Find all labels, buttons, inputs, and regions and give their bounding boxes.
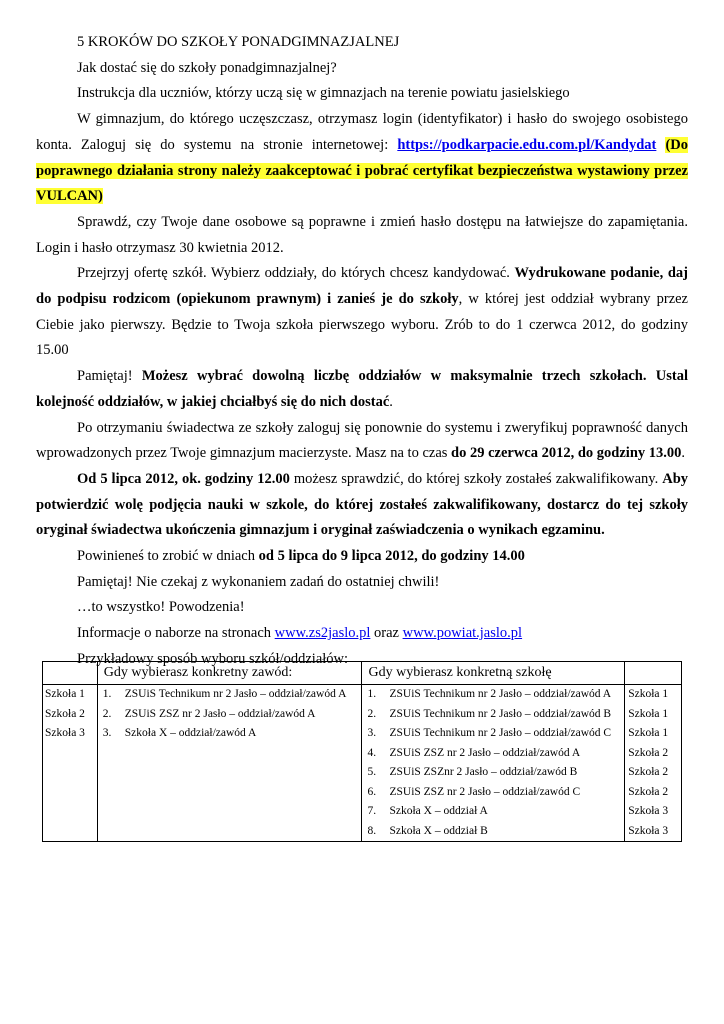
- remember-1-end: .: [389, 393, 393, 410]
- left-label: Szkoła 1: [45, 688, 85, 700]
- info-text: Informacje o naborze na stronach: [77, 625, 275, 642]
- school-selection-table: [42, 661, 682, 842]
- list-item: 5. ZSUiS ZSZnr 2 Jasło – oddział/zawód B: [367, 766, 578, 778]
- header-profession: Gdy wybierasz konkretny zawód:: [97, 662, 362, 685]
- deadline-text: Powinieneś to zrobić w dniach: [77, 548, 259, 565]
- step-3-rest: , w której jest oddział wybrany przez Ciebie jako pierwszy. Będzie to Twoja szkoła pierwszego wyboru. Zrób to do 1 czerwca 2012, do godziny 15.00: [36, 291, 688, 359]
- remember-1-label: Pamiętaj!: [77, 368, 142, 385]
- instruction: Instrukcja dla uczniów, którzy uczą się w gimnazjach na terenie powiatu jasielskiego: [77, 85, 570, 102]
- example-intro: Przykładowy sposób wyboru szkół/oddziałów:: [77, 650, 349, 667]
- profession-list-cell: [97, 685, 362, 842]
- header-empty-right: [625, 662, 682, 685]
- step-4-paragraph: [36, 416, 688, 467]
- list-item: 1. ZSUiS Technikum nr 2 Jasło – oddział/zawód A: [367, 688, 612, 700]
- header-empty-left: [43, 662, 98, 685]
- remember-1-bold: Możesz wybrać dowolną liczbę oddziałów w maksymalnie trzech szkołach. Ustal kolejność oddziałów, w jakiej chciałbyś się do nich dostać: [36, 368, 688, 410]
- right-labels-cell: [625, 685, 682, 842]
- step-5-bold: Aby potwierdzić wolę podjęcia nauki w szkole, do której zostałeś zakwalifikowany, dostarcz do tej szkoły oryginał świadectwa ukończenia gimnazjum i oryginał zaświadczenia o wynikach egzaminu.: [36, 470, 689, 539]
- step-1-paragraph: [36, 107, 688, 210]
- right-label: Szkoła 3: [628, 824, 669, 837]
- step-5-date: Od 5 lipca 2012, ok. godziny 12.00: [77, 470, 290, 487]
- step-1-text: W gimnazjum, do którego uczęszczasz, otrzymasz login (identyfikator) i hasło do swojego osobistego konta. Zaloguj się do systemu na stronie internetowej:: [36, 111, 688, 153]
- remember-2-paragraph: Pamiętaj! Nie czekaj z wykonaniem zadań do ostatniej chwili!: [77, 573, 440, 590]
- right-label: Szkoła 2: [628, 746, 669, 759]
- powiat-jaslo-link[interactable]: www.powiat.jaslo.pl: [402, 625, 523, 642]
- step-5-text: możesz sprawdzić, do której szkoły zostałeś zakwalifikowany.: [289, 470, 663, 487]
- step-4-deadline: do 29 czerwca 2012, do godziny 13.00: [451, 445, 682, 462]
- question: Jak dostać się do szkoły ponadgimnazjalnej?: [77, 59, 337, 76]
- info-conj: oraz: [370, 625, 403, 642]
- list-item: 6. ZSUiS ZSZ nr 2 Jasło – oddział/zawód C: [367, 785, 581, 798]
- list-item: 4. ZSUiS ZSZ nr 2 Jasło – oddział/zawód A: [367, 746, 581, 759]
- step-3-paragraph: [36, 261, 688, 364]
- step-5-paragraph: [36, 467, 688, 544]
- left-label: Szkoła 3: [45, 727, 85, 739]
- table-body-row: [43, 685, 682, 842]
- step-3-bold: Wydrukowane podanie, daj do podpisu rodzicom (opiekunom prawnym) i zanieś je do szkoły: [36, 265, 688, 308]
- info-paragraph: [36, 621, 688, 647]
- kandydat-link[interactable]: https://podkarpacie.edu.com.pl/Kandydat: [397, 136, 657, 153]
- list-item: 7. Szkoła X – oddział A: [367, 805, 488, 817]
- list-item: 3. ZSUiS Technikum nr 2 Jasło – oddział/zawód C: [367, 727, 612, 739]
- right-label: Szkoła 3: [628, 805, 669, 817]
- deadline-dates: od 5 lipca do 9 lipca 2012, do godziny 14.00: [258, 548, 525, 565]
- right-label: Szkoła 1: [628, 688, 669, 700]
- list-item: 2. ZSUiS ZSZ nr 2 Jasło – oddział/zawód A: [102, 707, 316, 720]
- right-label: Szkoła 1: [628, 707, 669, 720]
- step-2-paragraph: Sprawdź, czy Twoje dane osobowe są poprawne i zmień hasło dostępu na łatwiejsze do zapamiętania. Login i hasło otrzymasz 30 kwietnia 2012.: [36, 213, 688, 256]
- closing-paragraph: …to wszystko! Powodzenia!: [77, 599, 245, 616]
- deadline-paragraph: [36, 544, 688, 570]
- list-item: 3. Szkoła X – oddział/zawód A: [102, 727, 257, 739]
- right-label: Szkoła 2: [628, 766, 669, 778]
- certificate-note: (Do poprawnego działania strony należy zaakceptować i pobrać certyfikat bezpieczeństwa wystawiony przez VULCAN): [36, 136, 688, 205]
- document-page: [36, 30, 689, 837]
- step-4-end: .: [681, 445, 686, 462]
- left-label: Szkoła 2: [45, 707, 85, 720]
- step-4-text: Po otrzymaniu świadectwa ze szkoły zaloguj się ponownie do systemu i zweryfikuj poprawność danych wprowadzonych przez Twoje gimnazjum macierzyste. Masz na to czas: [36, 419, 688, 462]
- zs2jaslo-link[interactable]: www.zs2jaslo.pl: [274, 625, 371, 642]
- step-3-text: Przejrzyj ofertę szkół. Wybierz oddziały, do których chcesz kandydować.: [77, 265, 515, 282]
- left-labels-cell: [43, 685, 98, 842]
- list-item: 8. Szkoła X – oddział B: [367, 824, 488, 837]
- right-label: Szkoła 1: [628, 727, 669, 739]
- document-title: 5 KROKÓW DO SZKOŁY PONADGIMNAZJALNEJ: [77, 34, 400, 50]
- list-item: 2. ZSUiS Technikum nr 2 Jasło – oddział/zawód B: [367, 707, 612, 720]
- list-item: 1. ZSUiS Technikum nr 2 Jasło – oddział/zawód A: [102, 688, 347, 700]
- right-label: Szkoła 2: [628, 785, 669, 798]
- school-list-cell: [362, 685, 625, 842]
- table-header-row: [43, 662, 682, 685]
- header-school: Gdy wybierasz konkretną szkołę: [362, 662, 625, 685]
- remember-1-paragraph: [36, 364, 688, 415]
